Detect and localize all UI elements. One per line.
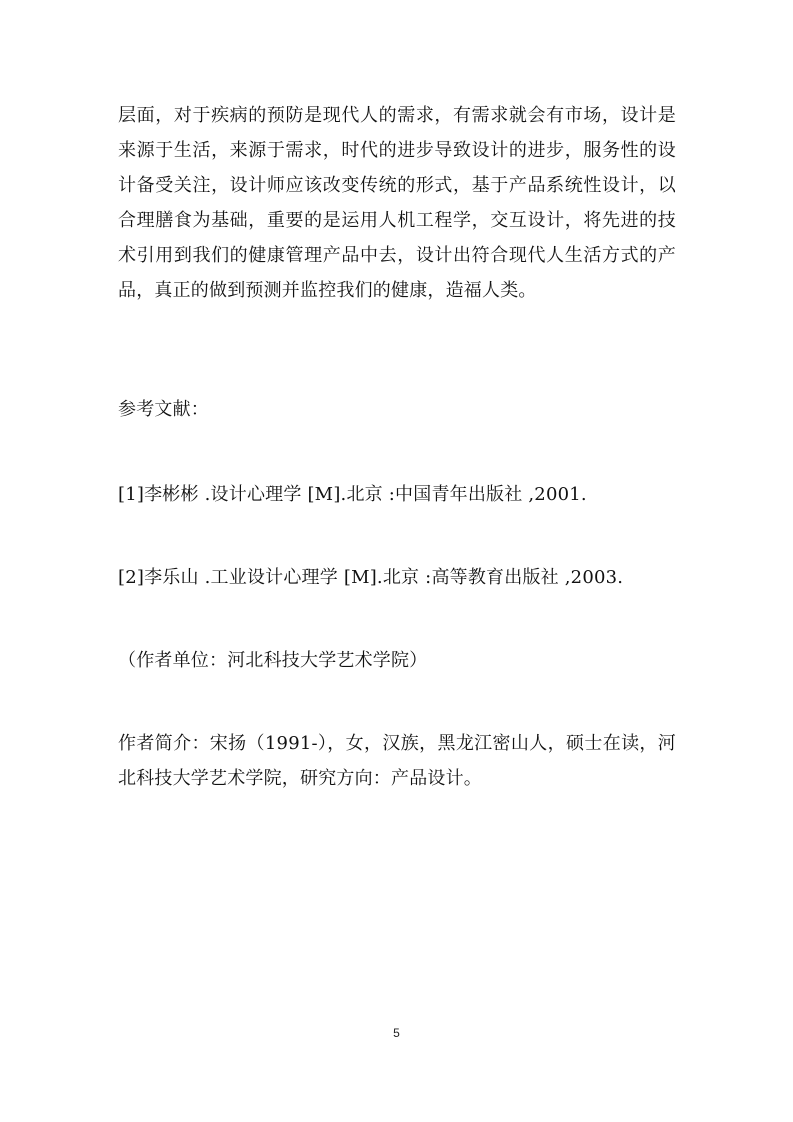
- author-bio: 作者简介：宋扬（1991-），女，汉族，黑龙江密山人，硕士在读，河北科技大学艺术学院，研究方向：产品设计。: [118, 733, 676, 789]
- page-number: 5: [393, 1026, 400, 1040]
- reference-item: [1]李彬彬 .设计心理学 [M].北京 :中国青年出版社 ,2001.: [118, 484, 587, 505]
- author-unit: （作者单位：河北科技大学艺术学院）: [118, 650, 428, 671]
- references-heading: 参考文献：: [118, 399, 209, 420]
- body-paragraph: 层面，对于疾病的预防是现代人的需求，有需求就会有市场，设计是来源于生活，来源于需求，时代的进步导致设计的进步，服务性的设计备受关注，设计师应该改变传统的形式，基于产品系统性设计，以合理膳食为基础，重要的是运用人机工程学，交互设计，将先进的技术引用到我们的健康管理产品中去，设计出符合现代人生活方式的产品，真正的做到预测并监控我们的健康，造福人类。: [118, 105, 676, 301]
- reference-item: [2]李乐山 .工业设计心理学 [M].北京 :高等教育出版社 ,2003.: [118, 567, 624, 588]
